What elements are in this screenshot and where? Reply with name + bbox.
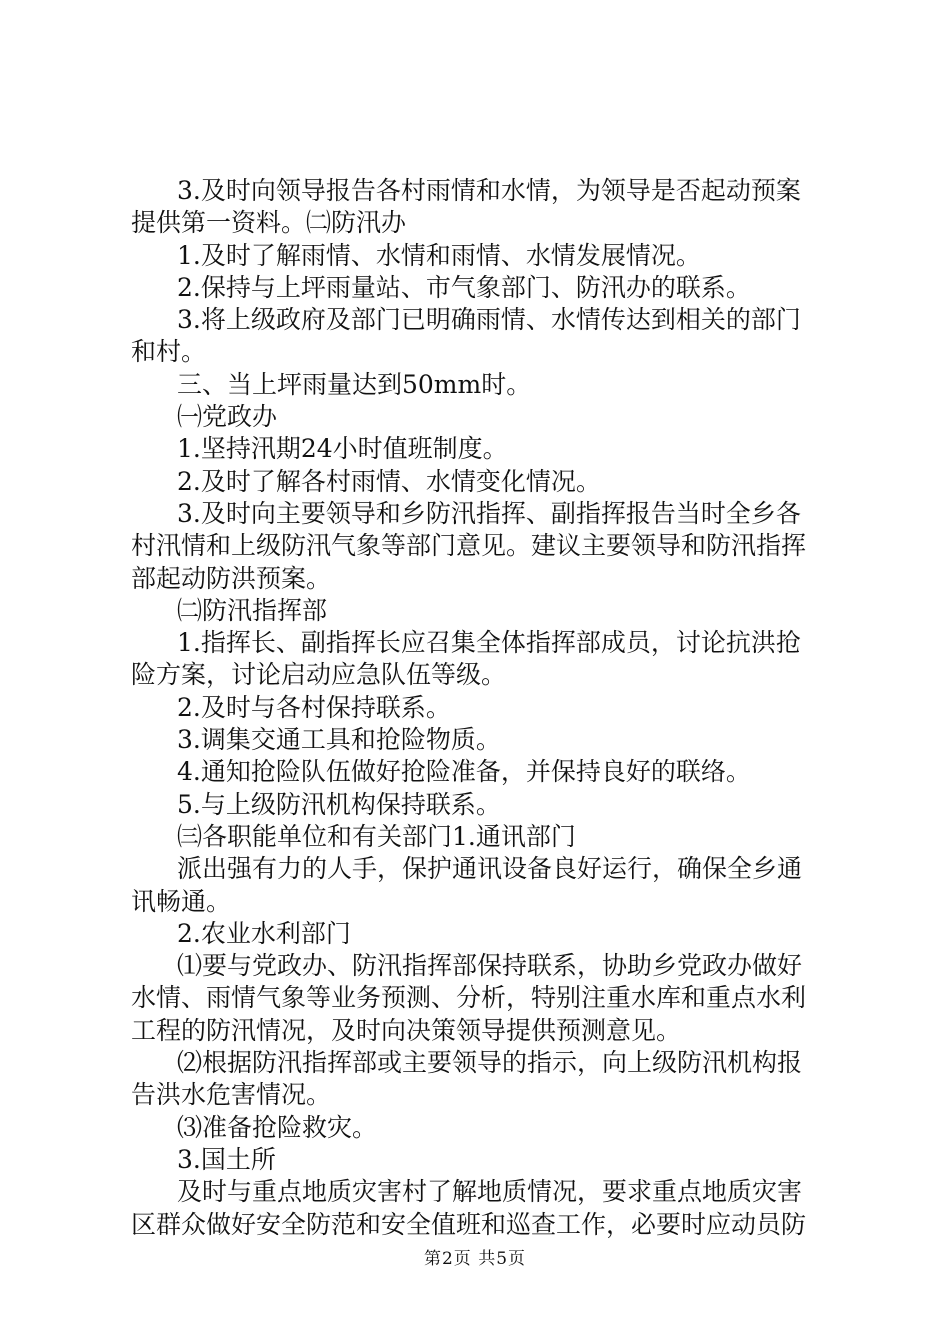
- text-line: ⑵根据防汛指挥部或主要领导的指示，向上级防汛机构报: [177, 1048, 803, 1078]
- text-line: 险方案，讨论启动应急队伍等级。: [131, 660, 507, 690]
- text-line: 和村。: [131, 337, 207, 367]
- text-line: 讯畅通。: [131, 886, 232, 916]
- text-line: 3.调集交通工具和抢险物质。: [177, 725, 501, 755]
- text-line: 提供第一资料。㈡防汛办: [131, 208, 407, 238]
- text-line: 工程的防汛情况，及时向决策领导提供预测意见。: [131, 1015, 682, 1045]
- text-line: 3.及时向领导报告各村雨情和水情，为领导是否起动预案: [177, 176, 801, 205]
- text-line: ㈠党政办: [177, 402, 278, 432]
- text-line: 5.与上级防汛机构保持联系。: [177, 789, 501, 819]
- text-line: 2.农业水利部门: [177, 918, 351, 948]
- text-line: ㈡防汛指挥部: [177, 595, 328, 625]
- text-line: 3.将上级政府及部门已明确雨情、水情传达到相关的部门: [177, 305, 801, 335]
- text-line: 4.通知抢险队伍做好抢险准备，并保持良好的联络。: [177, 757, 751, 787]
- text-line: ⑶准备抢险救灾。: [177, 1112, 378, 1142]
- text-line: 2.保持与上坪雨量站、市气象部门、防汛办的联系。: [177, 272, 751, 302]
- page-footer: 第2页 共5页: [423, 1249, 527, 1269]
- text-line: 告洪水危害情况。: [131, 1080, 332, 1110]
- text-line: 2.及时了解各村雨情、水情变化情况。: [177, 466, 601, 496]
- text-line: 区群众做好安全防范和安全值班和巡查工作，必要时应动员防: [131, 1209, 807, 1239]
- text-line: 部起动防洪预案。: [131, 563, 332, 593]
- text-line: 派出强有力的人手，保护通讯设备良好运行，确保全乡通: [177, 854, 803, 884]
- text-line: 三、当上坪雨量达到50mm时。: [177, 369, 532, 399]
- document-body: [131, 175, 831, 1241]
- text-line: 1.坚持汛期24小时值班制度。: [177, 434, 508, 464]
- text-line: ㈢各职能单位和有关部门1.通讯部门: [177, 821, 576, 851]
- text-line: 1.指挥长、副指挥长应召集全体指挥部成员，讨论抗洪抢: [177, 628, 801, 658]
- text-line: 1.及时了解雨情、水情和雨情、水情发展情况。: [177, 240, 701, 270]
- text-line: ⑴要与党政办、防汛指挥部保持联系，协助乡党政办做好: [177, 951, 803, 981]
- text-line: 村汛情和上级防汛气象等部门意见。建议主要领导和防汛指挥: [131, 531, 807, 561]
- text-line: 3.国土所: [177, 1144, 276, 1174]
- text-line: 2.及时与各村保持联系。: [177, 692, 451, 722]
- text-line: 3.及时向主要领导和乡防汛指挥、副指挥报告当时全乡各: [177, 498, 801, 528]
- text-line: 水情、雨情气象等业务预测、分析，特别注重水库和重点水利: [131, 983, 807, 1013]
- text-line: 及时与重点地质灾害村了解地质情况，要求重点地质灾害: [177, 1177, 803, 1207]
